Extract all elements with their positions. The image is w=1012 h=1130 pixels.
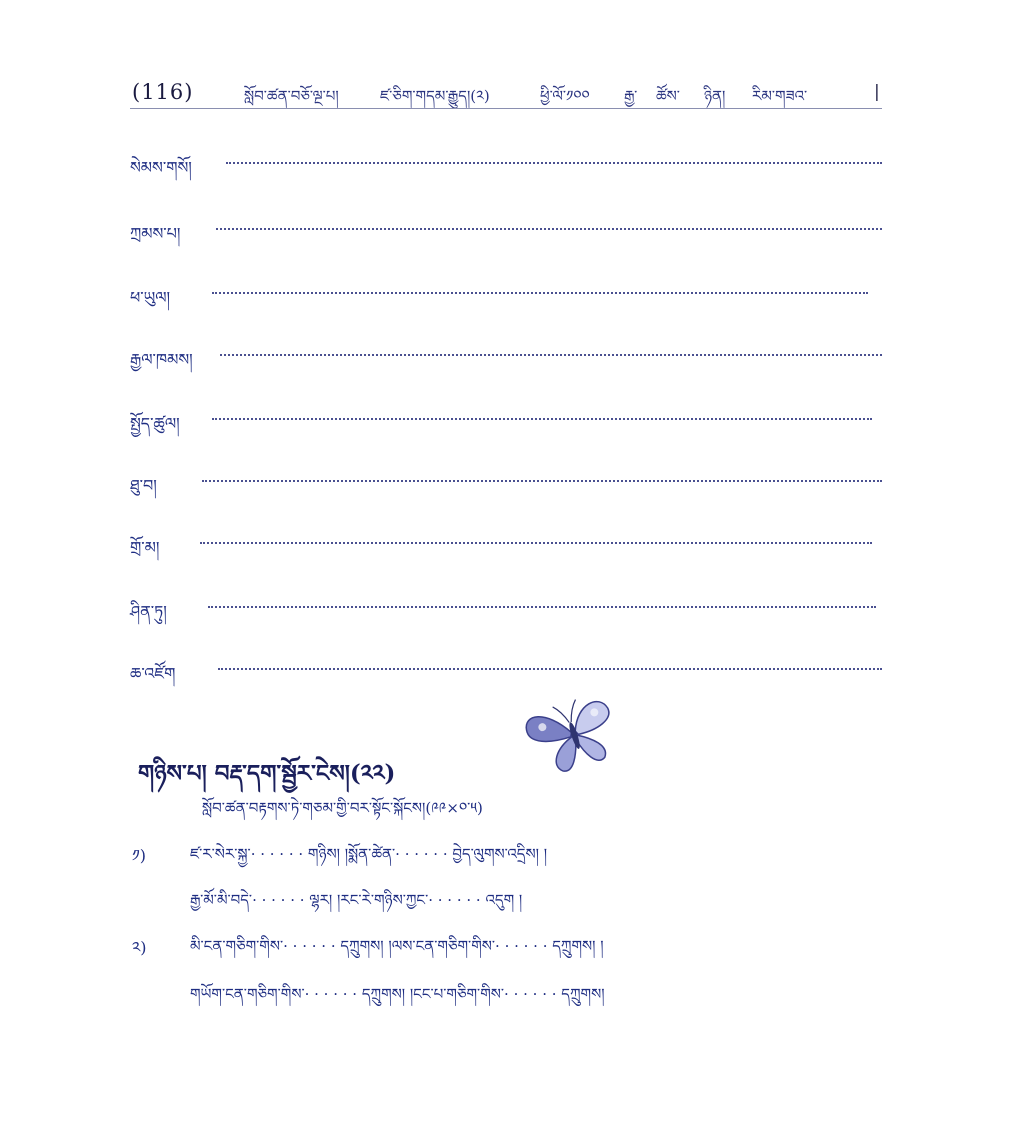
dotted-answer-line [200,542,872,544]
term-row [130,404,882,434]
section-instruction: སློབ་ཚན་བརྟགས་ཏེ་གཅམ་གྱི་བར་སྟོང་སྐོངས།(༩༩×༠་༥) [202,799,483,817]
term-row [130,528,882,558]
question-line: རྒྱ་མོ་མི་བདེ་· · · · · · ལྷར། །རང་རེ་གཉིས་ཀྱང་· · · · · · འདུག ། [190,891,523,909]
term-label: སེམས་གསོ། [130,158,192,177]
section-title: གཉིས་པ། བརྡ་དག་སྦྱོར་ངེས།(༢༢) [138,760,396,787]
term-label: སྤྱོད་ཚུལ། [130,414,180,433]
dotted-answer-line [220,354,882,356]
header-item-lesson: སློབ་ཚན་བཅོ་ལྔ་པ། [244,87,339,105]
header-item-title: ཛ་ཅིག་གདམ་རྒྱུད།(༢) [380,87,490,105]
dotted-answer-line [212,418,872,420]
dotted-answer-line [202,480,882,482]
term-row [130,654,882,684]
term-row [130,466,882,496]
term-row [130,278,882,308]
dotted-answer-line [216,228,882,230]
term-label: ཀྲམས་པ། [130,224,181,243]
dotted-answer-line [226,162,882,164]
header-rule [130,108,882,109]
term-row [130,592,882,622]
question-number: ༡) [132,846,146,865]
question-line: ཛ་ར་སེར་སྐྱ་· · · · · · གཉིས། །སྨོན་ཚེན་· · · · · · བྱེད་ལུགས་འདྲིས། ། [190,845,548,863]
header-end-mark: | [874,82,880,102]
term-label: ཐུ་བ། [130,476,157,495]
term-row [130,340,882,370]
header-item-date: ཚོས་ [656,87,680,105]
header-item-weekday: རིམ་གཟའ་ [752,87,808,105]
header-item-year: ཕྱི་ལོ་༡༠༠ [540,87,590,105]
dotted-answer-line [218,668,882,670]
term-label: གྲོ་མ། [130,538,160,557]
term-row [130,148,882,178]
header-item-day: ཉིན། [704,87,726,105]
term-row [130,214,882,244]
butterfly-illustration [524,692,622,776]
question-number: ༢) [132,938,147,957]
term-label: ཆ་འཛོག [130,664,176,683]
page-number: (116) [132,80,194,104]
header-item-month: རྒྱ་ [624,87,638,105]
dotted-answer-line [212,292,868,294]
question-line: གཡོག་ངན་གཅིག་གིས་· · · · · · དཀྲུགས། །ངང་པ་གཅིག་གིས་· · · · · · དཀྲུགས། [190,985,605,1003]
term-label: རྒྱལ་ཁམས། [130,350,193,369]
question-line: མི་ངན་གཅིག་གིས་· · · · · · དཀྲུགས། །ལས་ངན་གཅིག་གིས་· · · · · · དཀྲུགས། ། [190,937,604,955]
term-label: ཕ་ཡུལ། [130,288,171,307]
dotted-answer-line [208,606,876,608]
term-label: ཤིན་ཏུ། [130,602,167,621]
